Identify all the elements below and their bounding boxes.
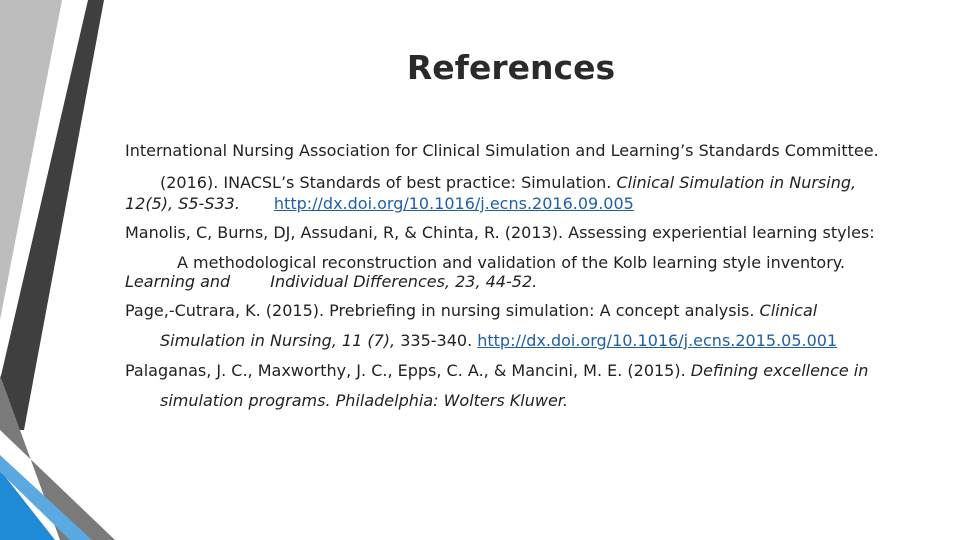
reference-3-doi-link[interactable]: http://dx.doi.org/10.1016/j.ecns.2015.05.001: [477, 331, 838, 350]
reference-2-line-1: Manolis, C, Burns, DJ, Assudani, R, & Chinta, R. (2013). Assessing experiential learning styles:: [125, 223, 875, 242]
reference-4-title: simulation programs. Philadelphia: Wolters Kluwer.: [160, 391, 568, 410]
reference-1-line-3: [125, 193, 634, 215]
reference-4-line-2: [160, 390, 568, 412]
reference-3-pages: 335-340.: [395, 331, 478, 350]
reference-4-title-start: Defining excellence in: [690, 361, 869, 380]
reference-3-line-1: [125, 300, 817, 322]
reference-3-journal-start: Clinical: [759, 301, 818, 320]
reference-2-line-2: A methodological reconstruction and validation of the Kolb learning style inventory.: [177, 253, 846, 272]
reference-1-line-2: [160, 172, 856, 194]
reference-2-journal-a: Learning and: [125, 272, 231, 291]
reference-3-text: Page,-Cutrara, K. (2015). Prebriefing in nursing simulation: A concept analysis.: [125, 301, 760, 320]
reference-2-line-3: [125, 271, 537, 293]
reference-4-line-1: [125, 360, 868, 382]
reference-1-line-1: International Nursing Association for Clinical Simulation and Learning’s Standards Committee.: [125, 141, 879, 160]
reference-4-text: Palaganas, J. C., Maxworthy, J. C., Epps, C. A., & Mancini, M. E. (2015).: [125, 361, 691, 380]
reference-1-doi-link[interactable]: http://dx.doi.org/10.1016/j.ecns.2016.09.005: [273, 194, 634, 213]
reference-2-journal-b: Individual Differences, 23, 44-52.: [270, 272, 538, 291]
reference-3-journal: Simulation in Nursing, 11 (7),: [160, 331, 396, 350]
reference-3-line-2: [160, 330, 837, 352]
slide-title: References: [406, 48, 616, 87]
reference-1-text: (2016). INACSL’s Standards of best practice: Simulation.: [160, 173, 617, 192]
reference-1-journal: Clinical Simulation in Nursing,: [616, 173, 857, 192]
reference-1-volume: 12(5), S5-S33.: [125, 194, 240, 213]
